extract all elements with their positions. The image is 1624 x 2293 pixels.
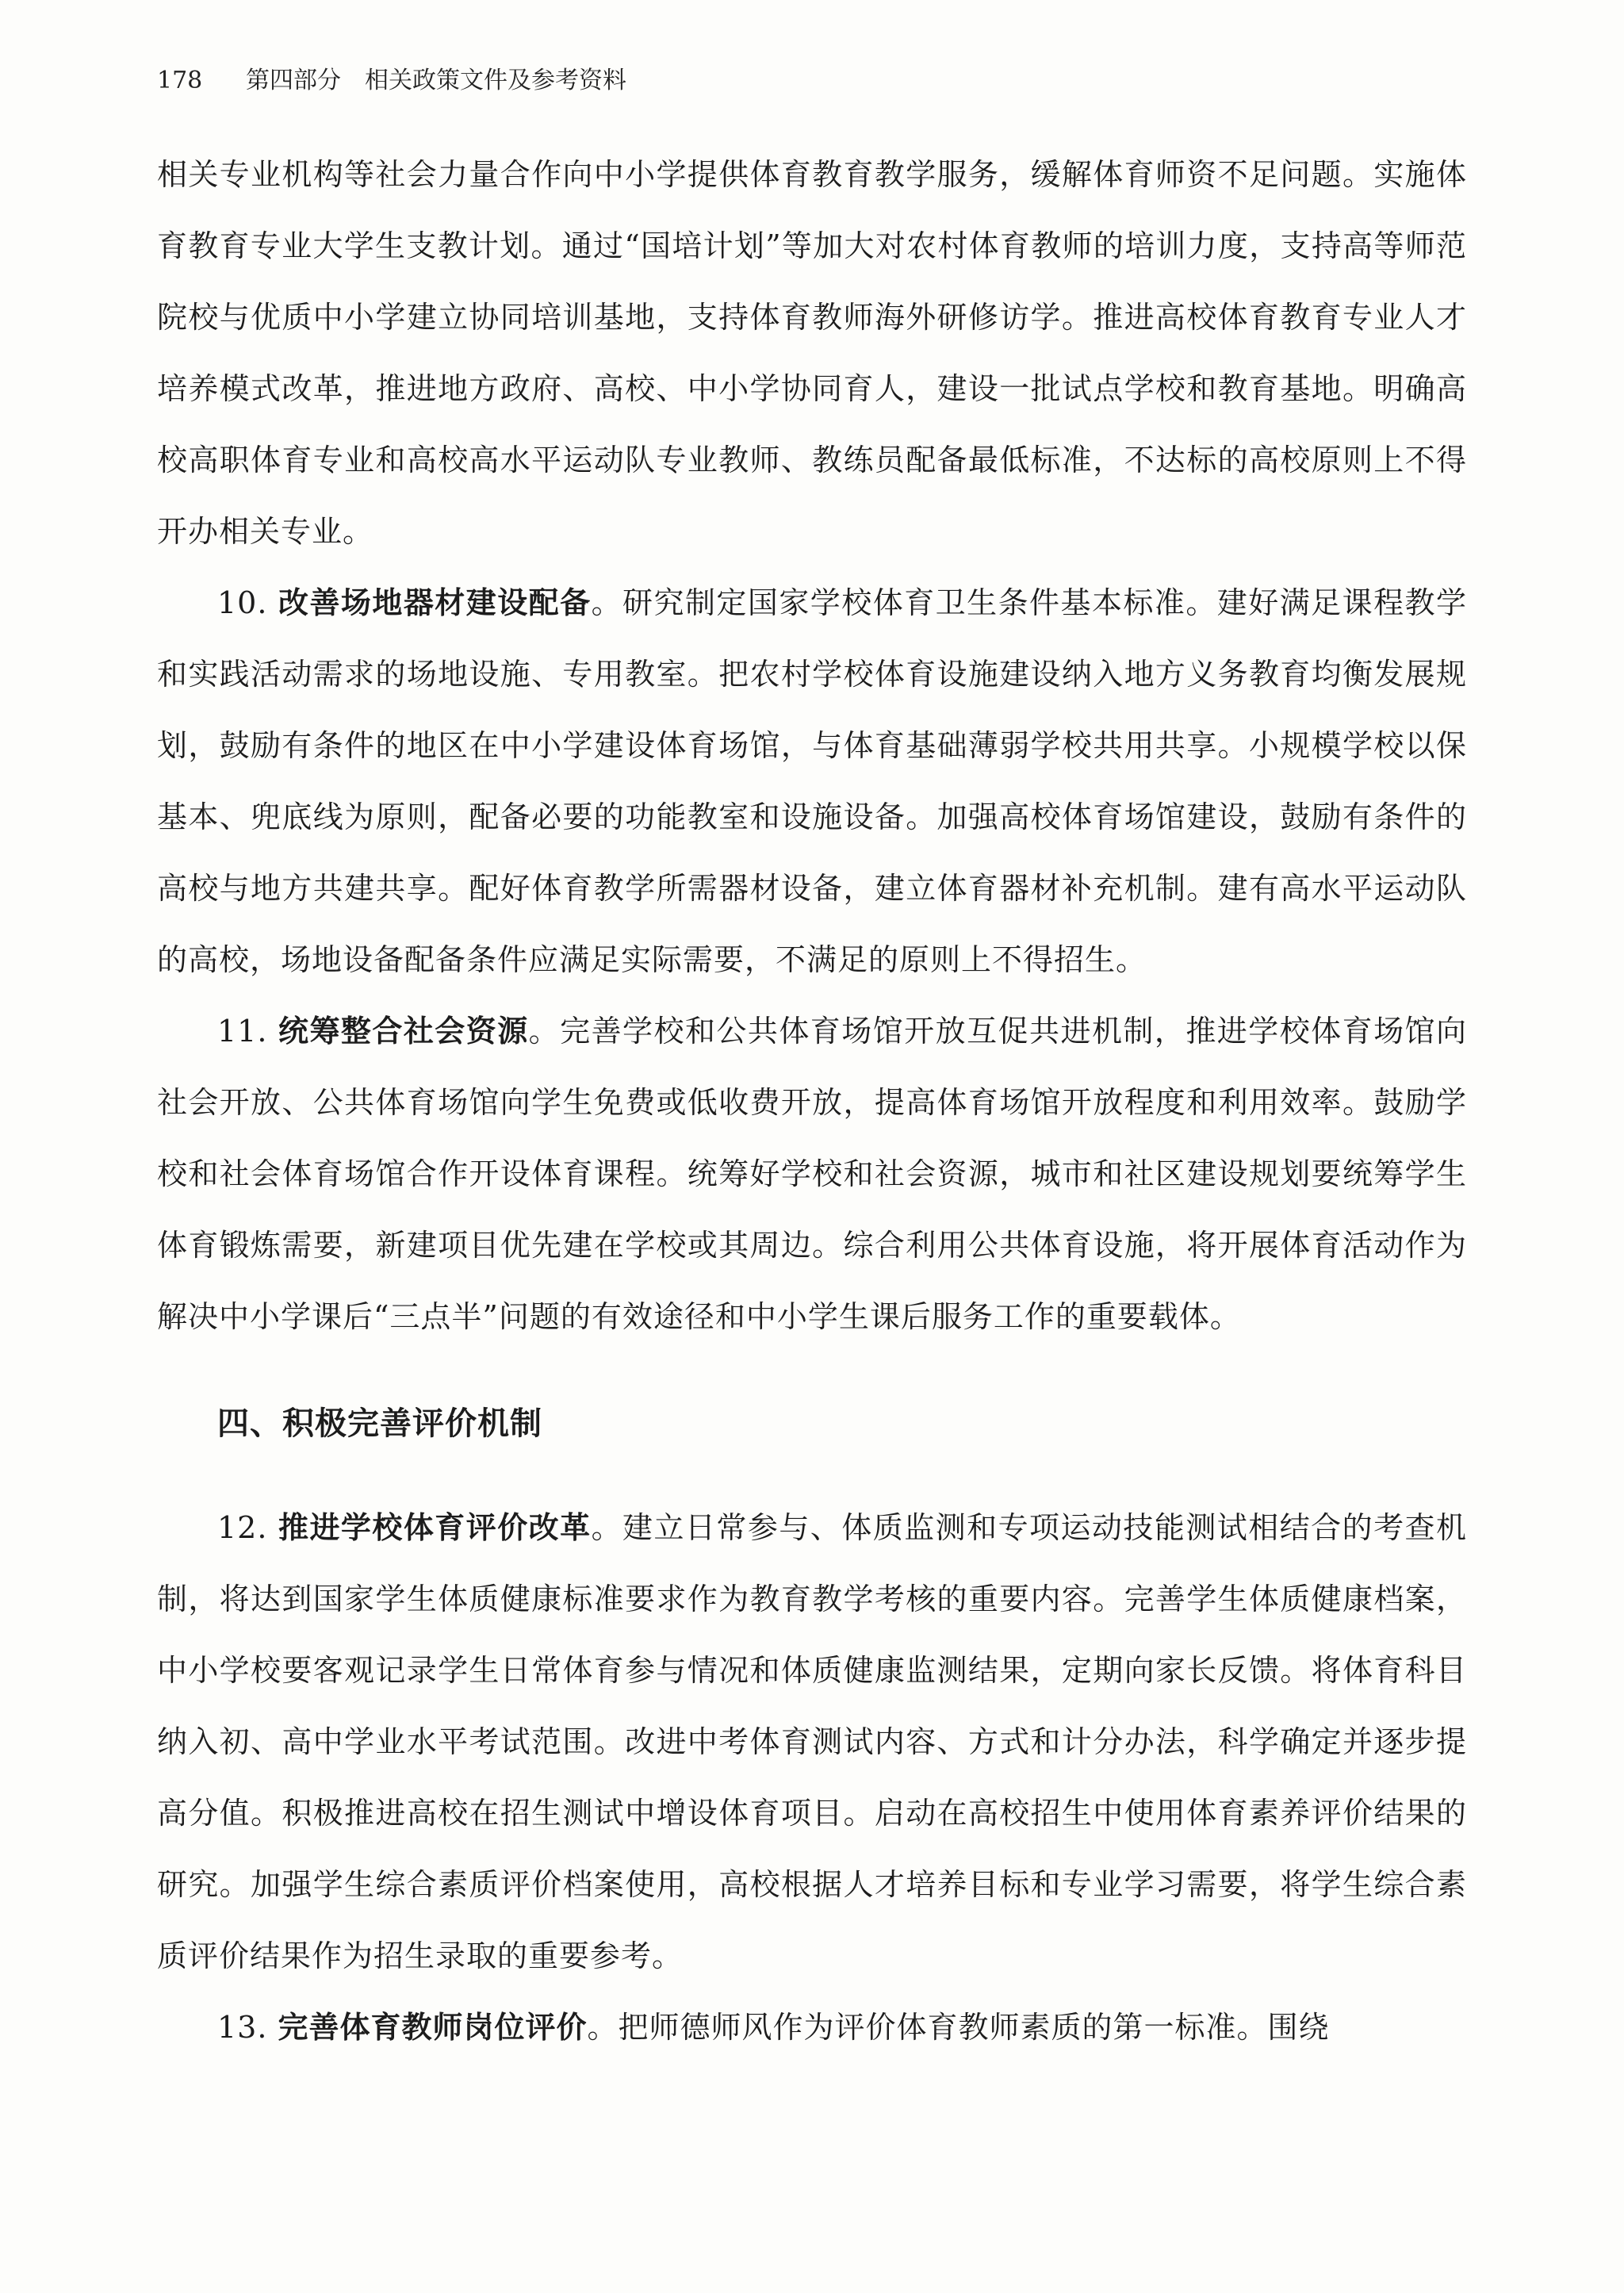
item-10-text: 。研究制定国家学校体育卫生条件基本标准。建好满足课程教学和实践活动需求的场地设施、专用教室。把农村学校体育设施建设纳入地方义务教育均衡发展规划，鼓励有条件的地区在中小学建设体育场馆，与体育基础薄弱学校共用共享。小规模学校以保基本、兜底线为原则，配备必要的功能教室和设施设备。加强高校体育场馆建设，鼓励有条件的高校与地方共建共享。配好体育教学所需器材设备，建立体育器材补充机制。建有高水平运动队的高校，场地设备配备条件应满足实际需要，不满足的原则上不得招生。	[157, 585, 1467, 977]
item-10-number: 10.	[217, 585, 278, 620]
running-header	[157, 65, 626, 97]
item-10-heading: 改善场地器材建设配备	[278, 585, 592, 620]
item-11-text: 。完善学校和公共体育场馆开放互促共进机制，推进学校体育场馆向社会开放、公共体育场馆向学生免费或低收费开放，提高体育场馆开放程度和利用效率。鼓励学校和社会体育场馆合作开设体育课程。统筹好学校和社会资源，城市和社区建设规划要统筹学生体育锻炼需要，新建项目优先建在学校或其周边。综合利用公共体育设施，将开展体育活动作为解决中小学课后“三点半”问题的有效途径和中小学生课后服务工作的重要载体。	[157, 1014, 1467, 1334]
item-11-paragraph	[157, 995, 1467, 1352]
body-text	[157, 139, 1467, 2063]
item-12-number: 12.	[217, 1510, 278, 1545]
item-11-heading: 统筹整合社会资源	[278, 1014, 529, 1049]
page-number: 178	[157, 67, 203, 94]
item-12-heading: 推进学校体育评价改革	[278, 1510, 592, 1545]
item-13-text: 。把师德师风作为评价体育教师素质的第一标准。围绕	[587, 2010, 1330, 2045]
part-title: 第四部分 相关政策文件及参考资料	[246, 67, 626, 94]
continued-paragraph: 相关专业机构等社会力量合作向中小学提供体育教育教学服务，缓解体育师资不足问题。实施体育教育专业大学生支教计划。通过“国培计划”等加大对农村体育教师的培训力度，支持高等师范院校与优质中小学建立协同培训基地，支持体育教师海外研修访学。推进高校体育教育专业人才培养模式改革，推进地方政府、高校、中小学协同育人，建设一批试点学校和教育基地。明确高校高职体育专业和高校高水平运动队专业教师、教练员配备最低标准，不达标的高校原则上不得开办相关专业。	[157, 157, 1467, 549]
item-10-paragraph	[157, 567, 1467, 995]
item-11-number: 11.	[217, 1014, 278, 1049]
item-13-heading: 完善体育教师岗位评价	[278, 2010, 588, 2045]
item-13-paragraph	[157, 1992, 1467, 2063]
section-4-heading: 四、积极完善评价机制	[217, 1405, 542, 1442]
item-13-number: 13.	[217, 2010, 278, 2045]
item-12-paragraph	[157, 1492, 1467, 1992]
item-12-text: 。建立日常参与、体质监测和专项运动技能测试相结合的考查机制，将达到国家学生体质健康标准要求作为教育教学考核的重要内容。完善学生体质健康档案，中小学校要客观记录学生日常体育参与情况和体质健康监测结果，定期向家长反馈。将体育科目纳入初、高中学业水平考试范围。改进中考体育测试内容、方式和计分办法，科学确定并逐步提高分值。积极推进高校在招生测试中增设体育项目。启动在高校招生中使用体育素养评价结果的研究。加强学生综合素质评价档案使用，高校根据人才培养目标和专业学习需要，将学生综合素质评价结果作为招生录取的重要参考。	[157, 1510, 1467, 1973]
